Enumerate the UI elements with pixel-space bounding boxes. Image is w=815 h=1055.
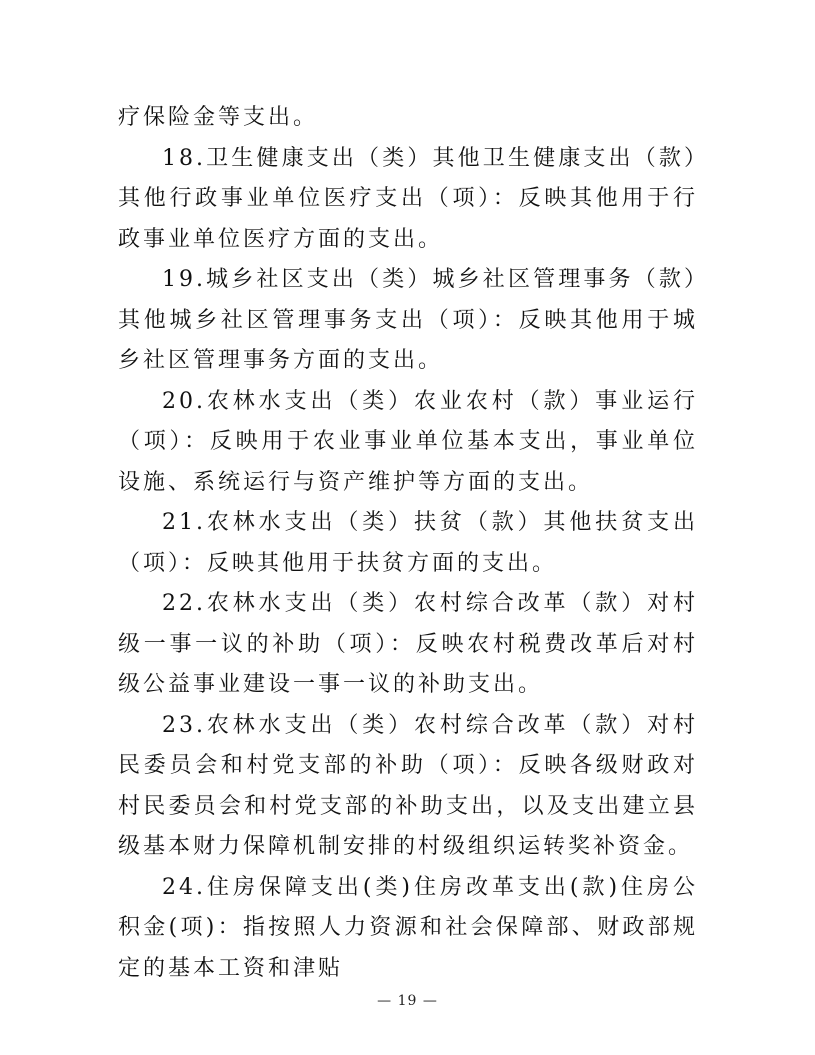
paragraph-item-18: 18.卫生健康支出（类）其他卫生健康支出（款）其他行政事业单位医疗支出（项）：反映其他用于行政事业单位医疗方面的支出。	[118, 145, 698, 252]
page-body	[118, 98, 698, 989]
paragraph-item-23: 23.农林水支出（类）农村综合改革（款）对村民委员会和村党支部的补助（项）：反映各级财政对村民委员会和村党支部的补助支出，以及支出建立县级基本财力保障机制安排的村级组织运转奖补资金。	[118, 712, 698, 859]
paragraph-item-20: 20.农林水支出（类）农业农村（款）事业运行（项）：反映用于农业事业单位基本支出，事业单位设施、系统运行与资产维护等方面的支出。	[118, 388, 698, 495]
page-number: — 19 —	[377, 993, 438, 1009]
paragraph-item-21: 21.农林水支出（类）扶贫（款）其他扶贫支出（项）：反映其他用于扶贫方面的支出。	[118, 510, 698, 576]
paragraph-item-19: 19.城乡社区支出（类）城乡社区管理事务（款）其他城乡社区管理事务支出（项）：反映其他用于城乡社区管理事务方面的支出。	[118, 267, 698, 373]
paragraph-item-24: 24.住房保障支出(类)住房改革支出(款)住房公积金(项)：指按照人力资源和社会保障部、财政部规定的基本工资和津贴	[118, 874, 698, 981]
paragraph-continuation: 疗保险金等支出。	[118, 105, 319, 130]
paragraph-item-22: 22.农林水支出（类）农村综合改革（款）对村级一事一议的补助（项）：反映农村税费改革后对村级公益事业建设一事一议的补助支出。	[118, 591, 698, 697]
